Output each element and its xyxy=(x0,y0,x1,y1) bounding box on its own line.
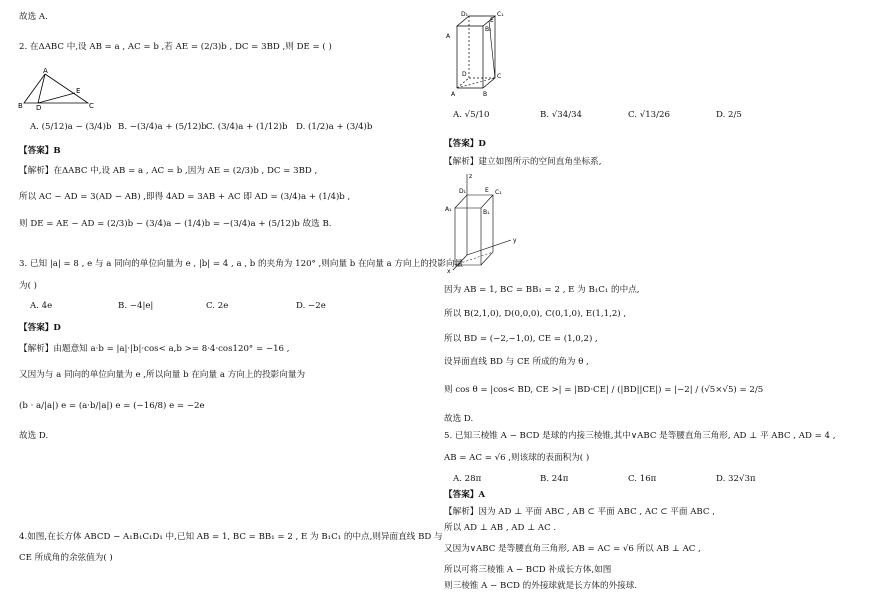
answer-conclusion: 故选 A. xyxy=(19,12,48,22)
q4-explanation-1: 因为 AB = 1, BC = BB₁ = 2 , E 为 B₁C₁ 的中点, xyxy=(444,285,640,295)
q5-option-d: D. 32√3π xyxy=(716,474,756,484)
q4-option-c: C. √13/26 xyxy=(628,110,670,120)
label2-a1: A₁ xyxy=(445,206,452,213)
q5-explanation-1: 【解析】因为 AD ⊥ 平面 ABC , AB ⊂ 平面 ABC , AC ⊂ 平面 ABC , xyxy=(444,507,715,517)
q5-explanation-2: 所以 AD ⊥ AB , AD ⊥ AC . xyxy=(444,523,557,533)
q2-explanation-3: 则 DE = AE − AD = (2/3)b − (3/4)a − (1/4)b = −(3/4)a + (5/12)b 故选 B. xyxy=(19,219,332,229)
question-5-cont: AB = AC = √6 ,则该球的表面积为( ) xyxy=(444,453,590,463)
q3-option-d: D. −2e xyxy=(296,301,326,311)
axis-z: z xyxy=(469,173,473,180)
label-a1: A xyxy=(446,33,451,40)
label-b1: B₁ xyxy=(485,26,492,33)
label-d: D xyxy=(462,71,467,78)
label-a: A xyxy=(451,91,456,98)
q2-answer: 【答案】B xyxy=(19,146,61,156)
q5-answer: 【答案】A xyxy=(444,490,486,500)
axis-y: y xyxy=(513,237,517,244)
triangle-label-c: C xyxy=(89,102,94,110)
q3-explanation-2: 又因为与 a 同向的单位向量为 e ,所以向量 b 在向量 a 方向上的投影向量为 xyxy=(19,370,306,380)
q4-explanation-5: 则 cos θ = |cos< BD, CE >| = |BD·CE| / (|BD||CE|) = |−2| / (√5×√5) = 2/5 xyxy=(444,385,764,395)
question-3-cont: 为( ) xyxy=(19,281,38,291)
label2-e: E xyxy=(485,187,489,194)
label-c1: C₁ xyxy=(497,11,504,18)
q5-explanation-3: 又因为∨ABC 是等腰直角三角形, AB = AC = √6 所以 AB ⊥ AC , xyxy=(444,544,701,554)
label2-d1: D₁ xyxy=(459,188,467,195)
label2-c1: C₁ xyxy=(495,189,502,196)
label-d1: D₁ xyxy=(461,11,469,18)
q4-explanation-4: 设异面直线 BD 与 CE 所成的角为 θ , xyxy=(444,357,589,367)
q2-option-a: A. (5/12)a − (3/4)b xyxy=(30,122,112,132)
q2-explanation-1: 【解析】在ΔABC 中,设 AB = a , AC = b ,因为 AE = (2/3)b , DC = 3BD , xyxy=(19,166,318,176)
q5-explanation-5: 则三棱锥 A − BCD 的外接球就是长方体的外接球. xyxy=(444,581,638,591)
triangle-figure xyxy=(18,66,98,111)
q5-option-a: A. 28π xyxy=(453,474,482,484)
question-5: 5. 已知三棱锥 A − BCD 是球的内接三棱锥,其中∨ABC 是等腰直角三角形, AD ⊥ 平 ABC , AD = 4 , xyxy=(444,431,836,441)
q3-answer: 【答案】D xyxy=(19,323,61,333)
q5-option-c: C. 16π xyxy=(628,474,657,484)
q4-option-d: D. 2/5 xyxy=(716,110,742,120)
q4-explanation-0: 【解析】建立如图所示的空间直角坐标系, xyxy=(444,157,602,167)
q4-explanation-2: 所以 B(2,1,0), D(0,0,0), C(0,1,0), E(1,1,2) , xyxy=(444,309,627,319)
triangle-label-a: A xyxy=(43,67,48,75)
coordinate-cuboid-figure xyxy=(445,170,525,275)
q2-option-d: D. (1/2)a + (3/4)b xyxy=(296,122,373,132)
q5-option-b: B. 24π xyxy=(540,474,569,484)
label-e: E xyxy=(490,17,494,24)
triangle-label-d: D xyxy=(36,104,42,111)
question-4: 4.如图,在长方体 ABCD − A₁B₁C₁D₁ 中,已知 AB = 1, BC = BB₁ = 2 , E 为 B₁C₁ 的中点,则异面直线 BD 与 xyxy=(19,532,443,542)
q5-explanation-4: 所以可将三棱锥 A − BCD 补成长方体,如图 xyxy=(444,565,612,575)
q4-conclusion: 故选 D. xyxy=(444,414,474,424)
q3-explanation-3: (b · a/|a|) e = (a·b/|a|) e = (−16/8) e = −2e xyxy=(19,401,205,411)
q4-explanation-3: 所以 BD = (−2,−1,0), CE = (1,0,2) , xyxy=(444,334,598,344)
q4-answer: 【答案】D xyxy=(444,139,486,149)
q2-explanation-2: 所以 AC − AD = 3(AD − AB) ,即得 4AD = 3AB + AC 即 AD = (3/4)a + (1/4)b , xyxy=(19,192,351,202)
question-4-cont: CE 所成角的余弦值为( ) xyxy=(19,553,113,563)
label-c: C xyxy=(497,73,502,80)
q3-conclusion: 故选 D. xyxy=(19,431,49,441)
question-3: 3. 已知 |a| = 8 , e 与 a 同向的单位向量为 e , |b| = 4 , a , b 的夹角为 120° ,则向量 b 在向量 a 方向上的投影向量 xyxy=(19,259,464,269)
axis-x: x xyxy=(447,268,451,275)
label-b: B xyxy=(483,91,488,98)
q4-option-a: A. √5/10 xyxy=(453,110,490,120)
q3-option-b: B. −4|e| xyxy=(118,301,154,311)
q3-option-c: C. 2e xyxy=(206,301,229,311)
question-2: 2. 在ΔABC 中,设 AB = a , AC = b ,若 AE = (2/3)b , DC = 3BD ,则 DE = ( ) xyxy=(19,42,332,52)
triangle-label-b: B xyxy=(18,102,23,110)
q2-option-b: B. −(3/4)a + (5/12)b xyxy=(118,122,207,132)
q4-option-b: B. √34/34 xyxy=(540,110,583,120)
q3-option-a: A. 4e xyxy=(30,301,53,311)
q2-option-c: C. (3/4)a + (1/12)b xyxy=(206,122,288,132)
q3-explanation-1: 【解析】由题意知 a·b = |a|·|b|·cos< a,b >= 8·4·cos120° = −16 , xyxy=(19,344,290,354)
cuboid-figure xyxy=(445,8,515,98)
triangle-label-e: E xyxy=(76,87,81,95)
label2-b1: B₁ xyxy=(483,209,490,216)
